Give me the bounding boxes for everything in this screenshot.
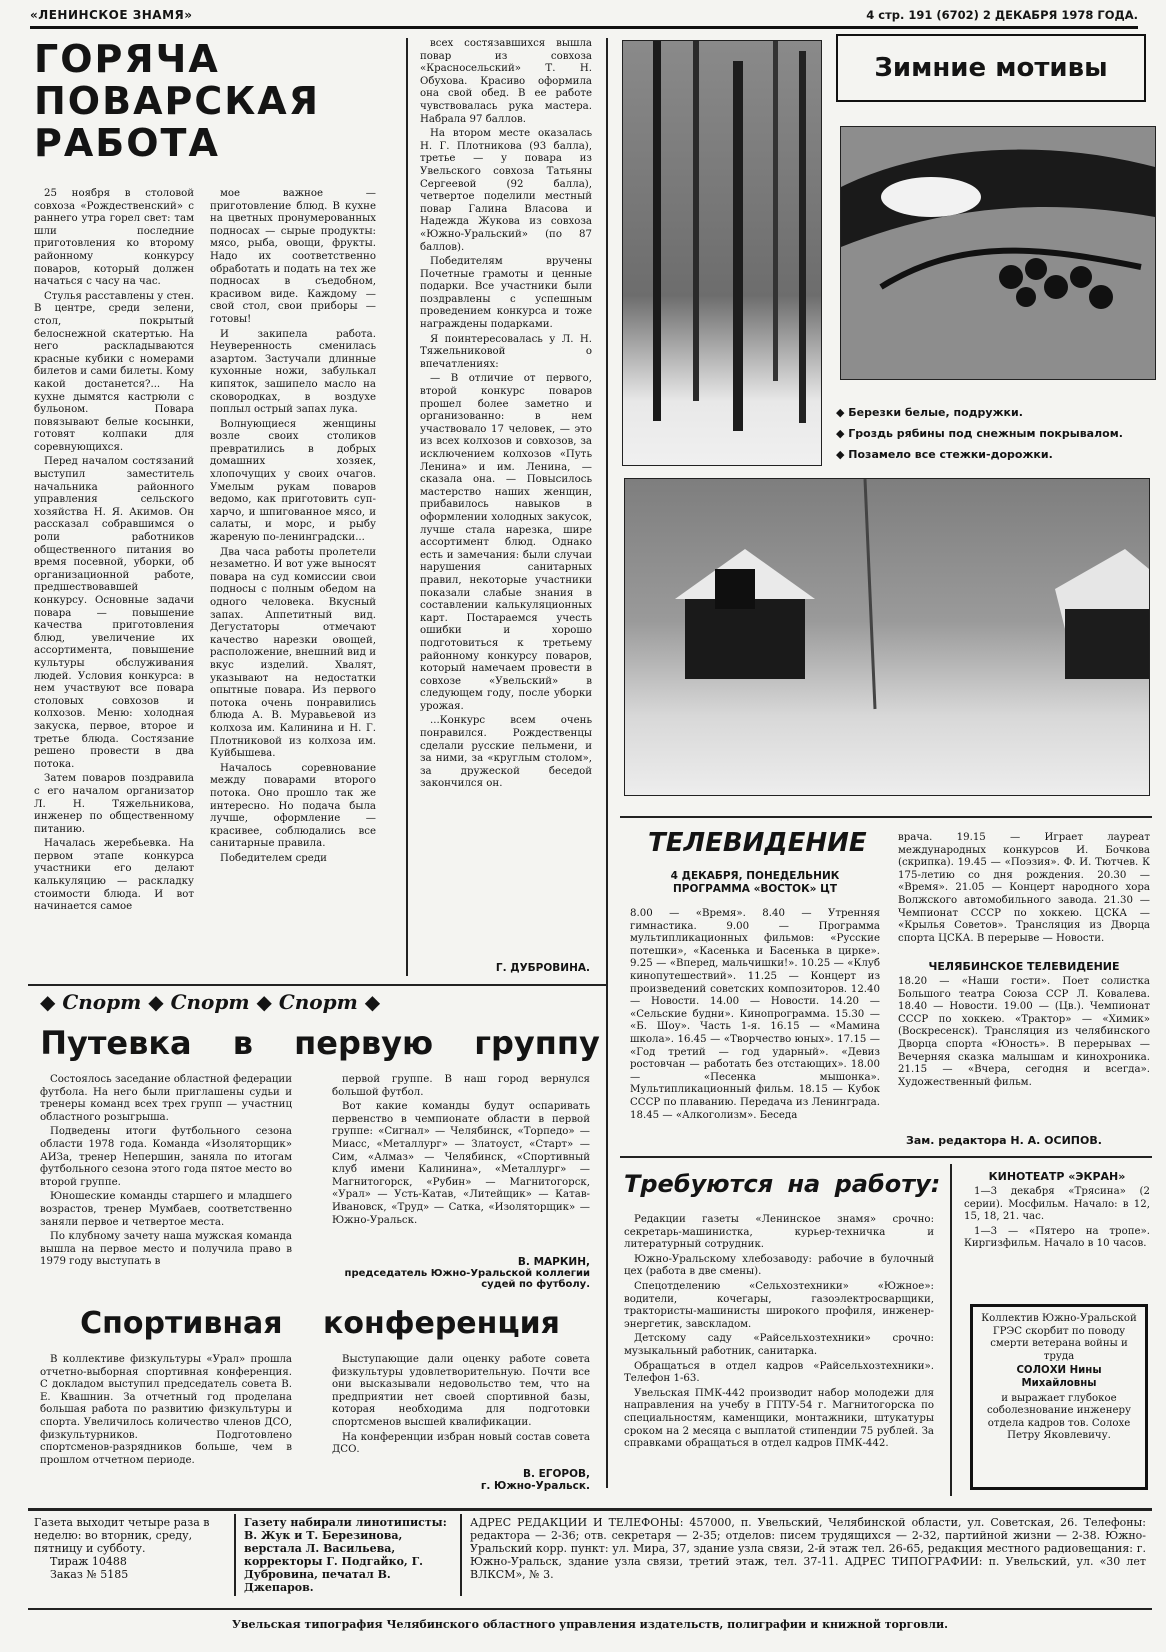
winter-title-box xyxy=(836,34,1146,102)
section-rule xyxy=(620,1156,1152,1158)
paragraph: Я поинтересовалась у Л. Н. Тяжельниковой о впечатлениях: xyxy=(420,333,592,370)
circulation: Тираж 10488 xyxy=(50,1555,127,1568)
article-column-3 xyxy=(420,38,592,960)
sport-signature xyxy=(332,1256,590,1290)
article-column-1 xyxy=(34,188,194,970)
chel-tv-title: ЧЕЛЯБИНСКОЕ ТЕЛЕВИДЕНИЕ xyxy=(928,960,1120,973)
job-ad: Детскому саду «Райсельхозтехники» срочно: музыкальный работник, санитарка. xyxy=(624,1333,934,1357)
paragraph: На конференции избран новый состав совета ДСО. xyxy=(332,1431,590,1456)
column-rule xyxy=(406,38,408,976)
section-rule xyxy=(28,984,606,986)
cinema-schedule xyxy=(964,1186,1150,1294)
job-ad: Редакции газеты «Ленинское знамя» срочно: секретарь-машинистка, курьер-техничка и литературный сотрудник. xyxy=(624,1214,934,1251)
tv-listing: 18.20 — «Наши гости». Поет солистка Большого театра Союза ССР Л. Ковалева. 18.40 — Новости. 19.00 — (Цв.). Чемпионат СССР по хоккею. «Трактор» — «Химик» (Воскресенск). Трансляция из челябинского Дворца спорта «Юность». В перерывах — Вечерняя сказка малышам и кинохроника. 21.15 — «Вчера, сегодня и всегда». Художественный фильм. xyxy=(898,976,1150,1088)
article-title xyxy=(34,38,374,164)
conference-signature xyxy=(332,1468,590,1492)
winter-captions xyxy=(836,406,1156,461)
publication-schedule: Газета выходит четыре раза в неделю: во вторник, среду, пятницу и субботу. xyxy=(34,1516,210,1555)
birch-photo xyxy=(622,40,822,466)
footer-divider xyxy=(234,1514,236,1596)
rowan-berries-image xyxy=(841,127,1155,379)
caption-text: Гроздь рябины под снежным покрывалом. xyxy=(848,427,1123,440)
paragraph: Победителям вручены Почетные грамоты и ценные подарки. Все участники были поздравлены с успешным проведением конкурса и тоже награждены подарками. xyxy=(420,256,592,331)
obituary-name: СОЛОХИ Нины Михайловны xyxy=(1016,1365,1102,1389)
footer-staff: Газету набирали линотиписты: В. Жук и Т. Березинова, верстала Л. Васильева, корректоры Г. Подгайко, Г. Дубровина, печатал В. Джепаров. xyxy=(244,1516,447,1594)
article-signature: Г. ДУБРОВИНА. xyxy=(495,962,590,974)
caption-item: ◆ Позамело все стежки-дорожки. xyxy=(836,448,1053,461)
caption-item: ◆ Березки белые, подружки. xyxy=(836,406,1023,419)
paragraph: Перед началом состязаний выступил заместитель начальника районного управления сельского хозяйства Н. Я. Акимов. Он рассказал собравшимся о роли работников общественного питания во время посевной, уборки, об организационной работе, предшествовавшей конкурсу. Основные задачи повара — повышение качества приготовления блюд, увеличение их ассортимента, повышение культуры обслуживания людей. Условия конкурса: в нем участвуют все повара столовых совхозов и колхозов. Меню: холодная закуска, первое, второе и третье блюда. Состязание решено провести в два потока. xyxy=(34,456,194,770)
footer-address: АДРЕС РЕДАКЦИИ И ТЕЛЕФОНЫ: 457000, п. Увельский, Челябинской области, ул. Советская, 26. Телефоны: редактора — 2-36; отв. секретаря — 2-35; отделов: писем трудящихся — 2-32, партийной жизни — 2-38. Южно-Уральский корр. пункт: ул. Мира, 37, здание узла связи, 2-й этаж тел. 26-65, редакция местного радиовещания: г. Южно-Уральск, здание узла связи, третий этаж, тел. 37-11. АДРЕС ТИПОГРАФИИ: п. Увельский, ул. «30 лет ВЛКСМ», № 3. xyxy=(470,1516,1146,1581)
birch-trees-image xyxy=(623,41,821,465)
masthead xyxy=(30,8,1138,29)
paragraph: Затем поваров поздравила с его началом организатор Л. Н. Тяжельникова, инженер по общественному питанию. xyxy=(34,773,194,835)
column-rule xyxy=(950,1164,952,1496)
order-number: Заказ № 5185 xyxy=(50,1568,129,1581)
obituary-text: и выражает глубокое соболезнование инженеру отдела кадров тов. Солохе Петру Яковлевичу. xyxy=(986,1392,1132,1442)
job-ad: Южно-Уральскому хлебозаводу: рабочие в булочный цех (работа в две смены). xyxy=(624,1253,934,1278)
section-rule xyxy=(620,816,1152,818)
rowan-photo xyxy=(840,126,1156,380)
paragraph: Началась жеребьевка. На первом этапе конкурса участники его делают калькуляцию — раскладку стоимости блюда. И вот начинается самое xyxy=(34,838,194,913)
signature-name: В. МАРКИН, xyxy=(517,1256,590,1268)
signature-name: В. ЕГОРОВ, xyxy=(522,1468,590,1480)
tv-listing: врача. 19.15 — Играет лауреат международных конкурсов И. Бочкова (скрипка). 19.45 — «Поэзия». Ф. И. Тютчев. К 175-летию со дня рождения. 20.30 — «Время». 21.05 — Концерт народного хора Волжского автомобильного завода. 21.30 — Чемпионат СССР по хоккею. ЦСКА — «Крылья Советов». Трансляция из Дворца спорта ЦСКА. В перерыве — Новости. xyxy=(898,832,1150,944)
paragraph: Волнующиеся женщины возле своих столиков превратились в добрых домашних хозяек, хлопочущих у своих очагов. Умелым рукам поваров ведомо, как приготовить суп-харчо, и шпигованное мясо, и салаты, и морс, и рыбу жареную по-ленинградски... xyxy=(210,418,376,544)
tv-listing: 8.00 — «Время». 8.40 — Утренняя гимнастика. 9.00 — Программа мультипликационных фильмов: «Русские потешки», «Касенька и Басенька в цирке». 9.25 — «Вперед, мальчишки!». 10.25 — «Клуб кинопутешествий». 11.25 — Концерт из произведений советских композиторов. 12.40 — Новости. 14.00 — Новости. 14.20 — «Сельские будни». Кинопрограмма. 15.30 — «Б. Шоу». Часть 1-я. 16.15 — «Мамина школа». 16.45 — «Творчество юных». 17.15 — «Год третий — год ударный». «Девиз ростовчан — работать без отстающих». 18.00 — «Песенка мышонка». Мультипликационный фильм. 18.15 — Кубок СССР по плаванию. Передача из Ленинграда. 18.45 — «Алкоголизм». Беседа xyxy=(630,908,880,1121)
tv-title: ТЕЛЕВИДЕНИЕ xyxy=(648,828,867,858)
sport-column-2 xyxy=(332,1074,590,1258)
paragraph: Состоялось заседание областной федерации футбола. На него были приглашены судьи и тренеры команд всех трех групп — участниц областного розыгрыша. xyxy=(40,1074,292,1123)
paragraph: всех состязавшихся вышла повар из совхоза «Красносельский» Т. Н. Обухова. Красиво оформила она свой обед. В ее работе чувствовалась рука мастера. Набрала 97 баллов. xyxy=(420,38,592,125)
title-line: ПОВАРСКАЯ xyxy=(34,79,320,123)
issue-info: 4 стр. 191 (6702) 2 ДЕКАБРЯ 1978 ГОДА. xyxy=(866,8,1138,22)
conference-column-2 xyxy=(332,1354,590,1458)
caption-item: ◆ Гроздь рябины под снежным покрывалом. xyxy=(836,427,1123,440)
tv-program: ПРОГРАММА «ВОСТОК» ЦТ xyxy=(672,882,838,895)
obituary-box xyxy=(970,1304,1148,1490)
paragraph: Выступающие дали оценку работе совета физкультуры удовлетворительную. Почти все они высказывали недовольство тем, что на предприятии нет своей спортивной базы, которая необходима для подготовки спортсменов высшей квалификации. xyxy=(332,1354,590,1428)
conference-title: Спортивная конференция xyxy=(80,1306,560,1341)
tv-column-3 xyxy=(898,976,1150,1106)
paragraph: Два часа работы пролетели незаметно. И вот уже выносят повара на суд комиссии свои подносы с полным обедом на одного человека. Вкусный запах. Аппетитный вид. Дегустаторы отмечают качество нарезки овощей, расположение, внешний вид и вкус изделий. Хвалят, указывают на недостатки опытные повара. Из первого потока очень понравились блюда А. В. Муравьевой из колхоза им. Калинина и Н. Г. Плотниковой из колхоза им. Куйбышева. xyxy=(210,546,376,760)
snowy-village-image xyxy=(625,479,1149,795)
signature-title: председатель Южно-Уральской коллегии судей по футболу. xyxy=(344,1268,590,1290)
paragraph: По клубному зачету наша мужская команда вышла на первое место и получила право в 1979 году выступать в xyxy=(40,1231,292,1268)
caption-text: Березки белые, подружки. xyxy=(848,406,1023,419)
title-line: РАБОТА xyxy=(34,121,220,165)
paragraph: На втором месте оказалась Н. Г. Плотникова (93 балла), третье — у повара из Увельского совхоза Татьяны Сергеевой (92 балла), четвертое поделили местный повар Галина Власова и Надежда Жукова из совхоза «Южно-Уральский» (по 87 баллов). xyxy=(420,128,592,253)
paragraph: Подведены итоги футбольного сезона области 1978 года. Команда «Изоляторщик» АИЗа, тренер Непершин, заняла по итогам футбольного сезона этого года пятое место во второй группе. xyxy=(40,1126,292,1188)
job-ad: Спецотделению «Сельхозтехники» «Южное»: водители, кочегары, газоэлектросварщики, трактористы-машинисты широкого профиля, инженер-энергетик, завскладом. xyxy=(624,1280,934,1330)
paragraph: мое важное — приготовление блюд. В кухне на цветных пронумерованных подносах — сырые продукты: мясо, рыба, овощи, фрукты. Надо их соответственно обработать и подать на тех же подносах в съедобном, красивом виде. Каждому — свой стол, свои приборы — готовы! xyxy=(210,188,376,325)
job-ad: Увельская ПМК-442 производит набор молодежи для направления на учебу в ГПТУ-54 г. Магнитогорска по специальностям, каменщики, монтажники, штукатуры сроком на 2 месяца с выплатой стипендии 75 рублей. За справками обращаться в отдел кадров ПМК-442. xyxy=(624,1387,934,1450)
paragraph: 25 ноября в столовой совхоза «Рождественский» с раннего утра горел свет: там шли последние приготовления ко второму районному конкурсу поваров, который должен начаться с часу на час. xyxy=(34,188,194,288)
tv-column-1 xyxy=(630,908,880,1152)
paragraph: первой группе. В наш город вернулся большой футбол. xyxy=(332,1074,590,1098)
paragraph: Началось соревнование между поварами второго потока. Оно прошло так же интересно. Но подача была лучше, оформление — красивее, соблюдались все санитарные правила. xyxy=(210,762,376,850)
conference-column-1 xyxy=(40,1354,292,1504)
signature-place: г. Южно-Уральск. xyxy=(480,1480,590,1492)
footer-rule xyxy=(28,1608,1152,1610)
jobs-list xyxy=(624,1214,934,1498)
caption-text: Позамело все стежки-дорожки. xyxy=(848,448,1053,461)
title-line: ГОРЯЧА xyxy=(34,37,220,81)
paragraph: Вот какие команды будут оспаривать первенство в чемпионате области в первой группе: «Сигнал» — Челябинск, «Торпедо» — Миасс, «Металлург» — Златоуст, «Старт» — Сим, «Алмаз» — Челябинск, «Спортивный клуб имени Калинина», «Металлург» — Магнитогорск, «Рубин» — Магнитогорск, «Урал» — Усть-Катав, «Литейщик» — Катав-Ивановск, «Труд» — Сатка, «Изоляторщик» — Южно-Уральск. xyxy=(332,1101,590,1226)
tv-day: 4 ДЕКАБРЯ, ПОНЕДЕЛЬНИК xyxy=(670,870,840,882)
village-photo xyxy=(624,478,1150,796)
sport-column-1 xyxy=(40,1074,292,1294)
paragraph: Стулья расставлены у стен. В центре, среди зелени, стол, покрытый белоснежной скатертью. На него раскладываются красные кубики с номерами билетов и сами билеты. Кому какой достанется?... На кухне дымятся кастрюли с бульоном. Повара повязывают белые косынки, готовят колпаки для соревнующихся. xyxy=(34,290,194,453)
jobs-title: Требуются на работу: xyxy=(624,1170,941,1198)
paper-name: «ЛЕНИНСКОЕ ЗНАМЯ» xyxy=(30,8,193,22)
editor-line: Зам. редактора Н. А. ОСИПОВ. xyxy=(906,1134,1102,1147)
sport-title: Путевка в первую группу xyxy=(40,1024,600,1062)
tv-day-block xyxy=(630,870,880,895)
footer-divider xyxy=(460,1514,462,1596)
cinema-line: 1—3 — «Пятеро на тропе». Киргизфильм. Начало в 10 часов. xyxy=(964,1225,1150,1250)
winter-title: Зимние мотивы xyxy=(874,53,1108,83)
paragraph: В коллективе физкультуры «Урал» прошла отчетно-выборная спортивная конференция. С докладом выступил председатель совета В. Е. Квашнин. За отчетный год проделана большая работа по развитию физкультуры и спорта. Увеличилось количество членов ДСО, физкультурников. Подготовлено спортсменов-разрядников больше, чем в прошлом отчетном периоде. xyxy=(40,1354,292,1466)
cinema-title: КИНОТЕАТР «ЭКРАН» xyxy=(988,1170,1126,1183)
footer-rule xyxy=(28,1508,1152,1511)
paragraph: ...Конкурс всем очень понравился. Рождественцы сделали русские пельмени, и за ними, за «круглым столом», за дружеской беседой закончился он. xyxy=(420,715,592,790)
footer-printer: Увельская типография Челябинского областного управления издательств, полиграфии и книжной торговли. xyxy=(231,1618,949,1631)
article-column-2 xyxy=(210,188,376,970)
footer-publication xyxy=(34,1516,230,1581)
column-rule xyxy=(606,38,608,1488)
paragraph: — В отличие от первого, второй конкурс поваров прошел более заметно и организованно: в нем участвовало 17 человек, — это из всех колхозов и совхозов, за исключением колхозов «Путь Ленина» и им. Ленина, — сказала она. — Повысилось мастерство наших женщин, прибавилось навыков в оформлении холодных закусок, лучше стала нарезка, шире ассортимент блюд. Однако есть и замечания: были случаи нарушения санитарных правил, некоторые участники показали слабые знания в составлении калькуляционных карт. Постараемся учесть ошибки и хорошо подготовиться к третьему районному конкурсу поваров, который намечаем провести в совхозе «Увельский» в следующем году, после уборки урожая. xyxy=(420,373,592,712)
obituary-text: Коллектив Южно-Уральской ГРЭС скорбит по поводу смерти ветерана войны и труда xyxy=(981,1313,1137,1362)
paragraph: И закипела работа. Неуверенность сменилась азартом. Застучали длинные кухонные ножи, забулькал кипяток, зашипело масло на сковородках, в воздухе поплыл острый запах лука. xyxy=(210,328,376,416)
paragraph: Победителем среди xyxy=(220,852,327,864)
paragraph: Юношеские команды старшего и младшего возрастов, тренер Мумбаев, соответственно заняли первое и четвертое места. xyxy=(40,1191,292,1228)
cinema-line: 1—3 декабря «Трясина» (2 серии). Мосфильм. Начало: в 12, 15, 18, 21. час. xyxy=(964,1186,1150,1223)
tv-column-2 xyxy=(898,832,1150,962)
job-ad: Обращаться в отдел кадров «Райсельхозтехники». Телефон 1-63. xyxy=(624,1360,934,1385)
sport-rubric: ◆ Спорт ◆ Спорт ◆ Спорт ◆ xyxy=(40,990,381,1014)
